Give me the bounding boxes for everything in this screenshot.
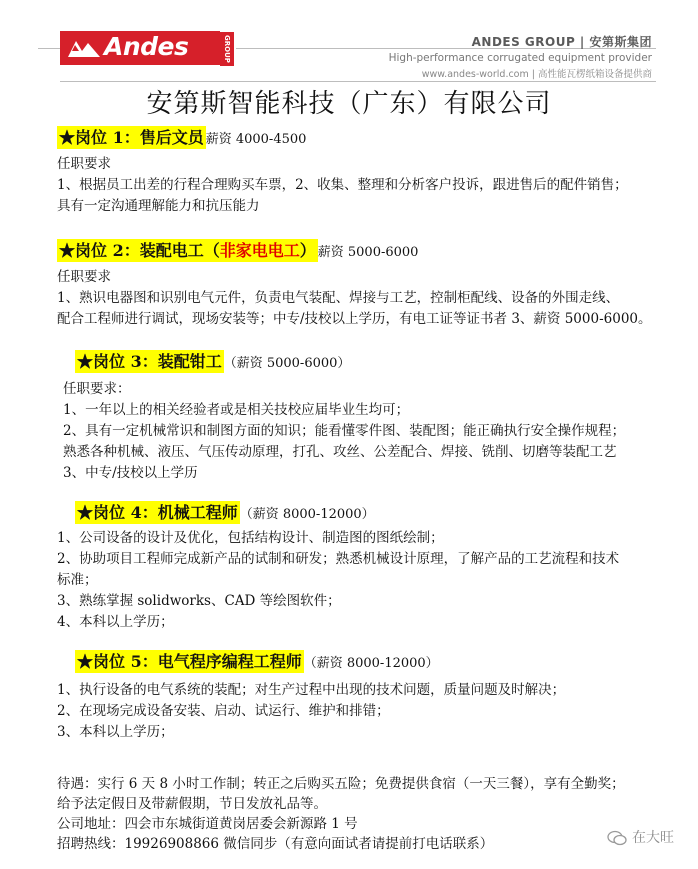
posting-5-salary: （薪资 8000-12000） xyxy=(303,656,439,671)
posting-1-heading xyxy=(57,128,306,150)
watermark xyxy=(607,827,674,847)
brand-website: www.andes-world.com | 高性能瓦楞纸箱设备提供商 xyxy=(421,69,652,80)
posting-3-line: 2、具有一定机械常识和制图方面的知识；能看懂零件图、装配图；能正确执行安全操作规程； xyxy=(63,423,626,439)
logo-text: Andes xyxy=(104,32,189,61)
posting-5-line: 3、本科以上学历； xyxy=(57,724,174,740)
brand-name: ANDES GROUP | 安第斯集团 xyxy=(471,35,652,49)
posting-4-heading xyxy=(75,503,375,525)
posting-2-title xyxy=(57,239,318,262)
posting-1-line: 1、根据员工出差的行程合理购买车票，2、收集、整理和分析客户投诉，跟进售后的配件销售； xyxy=(57,177,628,193)
header-rule-bottom xyxy=(60,81,656,82)
posting-4-salary: （薪资 8000-12000） xyxy=(239,507,375,522)
posting-4-line: 1、公司设备的设计及优化，包括结构设计、制造图的图纸绘制； xyxy=(57,530,444,546)
posting-4-line: 4、本科以上学历； xyxy=(57,614,174,630)
posting-4-title: ★岗位 4：机械工程师 xyxy=(77,503,238,522)
posting-2-title-b: ） xyxy=(299,241,316,260)
posting-5-line: 1、执行设备的电气系统的装配；对生产过程中出现的技术问题，质量问题及时解决； xyxy=(57,682,566,698)
header-rule-left xyxy=(38,48,60,49)
posting-2-line: 配合工程师进行调试，现场安装等；中专/技校以上学历，有电工证等证书者 3、薪资 5000-6000。 xyxy=(57,311,652,327)
footer-benefits-line: 待遇：实行 6 天 8 小时工作制；转正之后购买五险；免费提供食宿（一天三餐），享有全勤奖； xyxy=(57,776,625,792)
footer-address: 公司地址：四会市东城街道黄岗居委会新源路 1 号 xyxy=(57,816,358,832)
posting-2-title-a: ★岗位 2：装配电工（ xyxy=(59,241,220,260)
posting-3-heading xyxy=(75,352,350,374)
posting-2-title-red: 非家电电工 xyxy=(219,241,300,260)
posting-3-line: 任职要求： xyxy=(63,381,131,397)
footer-info xyxy=(57,774,625,854)
posting-5-title: ★岗位 5：电气程序编程工程师 xyxy=(77,652,302,671)
logo-group-label: GROUP xyxy=(220,32,234,66)
page-title: 安第斯智能科技（广东）有限公司 xyxy=(146,89,552,119)
posting-3-line: 熟悉各种机械、液压、气压传动原理，打孔、攻丝、公差配合、焊接、铣削、切磨等装配工艺 xyxy=(63,444,617,460)
posting-4-body xyxy=(57,528,619,633)
brand-tagline: High-performance corrugated equipment provider xyxy=(388,52,652,64)
posting-2-heading xyxy=(57,241,418,263)
posting-1-line: 具有一定沟通理解能力和抗压能力 xyxy=(57,198,260,214)
posting-3-title: ★岗位 3：装配钳工 xyxy=(77,352,222,371)
posting-2-salary: 薪资 5000-6000 xyxy=(317,245,419,260)
andes-logo xyxy=(60,31,220,65)
posting-2-body xyxy=(57,267,652,330)
posting-1-body xyxy=(57,154,628,217)
posting-4-line: 2、协助项目工程师完成新产品的试制和研发；熟悉机械设计原理，了解产品的工艺流程和技术 xyxy=(57,551,620,567)
posting-1-salary: 薪资 4000-4500 xyxy=(205,132,307,147)
footer-hotline: 招聘热线：19926908866 微信同步（有意向面试者请提前打电话联系） xyxy=(57,836,494,852)
posting-2-line: 任职要求 xyxy=(57,269,111,285)
posting-3-line: 1、一年以上的相关经验者或是相关技校应届毕业生均可； xyxy=(63,402,410,418)
posting-5-body xyxy=(57,680,565,743)
posting-4-line: 3、熟练掌握 solidworks、CAD 等绘图软件； xyxy=(57,593,341,609)
posting-2-line: 1、熟识电器图和识别电气元件，负责电气装配、焊接与工艺，控制柜配线、设备的外围走线、 xyxy=(57,290,620,306)
posting-5-heading xyxy=(75,652,439,674)
posting-4-line: 标准； xyxy=(57,572,98,588)
posting-3-body xyxy=(63,379,625,484)
posting-5-line: 2、在现场完成设备安装、启动、试运行、维护和排错； xyxy=(57,703,390,719)
posting-3-salary: （薪资 5000-6000） xyxy=(223,356,351,371)
wechat-icon xyxy=(607,830,627,846)
mountain-logo-icon xyxy=(66,37,102,59)
posting-1-line: 任职要求 xyxy=(57,156,111,172)
footer-benefits-line: 给予法定假日及带薪假期，节日发放礼品等。 xyxy=(57,796,327,812)
posting-1-title: ★岗位 1：售后文员 xyxy=(59,128,204,147)
watermark-text: 在大旺 xyxy=(632,830,674,846)
posting-3-line: 3、中专/技校以上学历 xyxy=(63,465,198,481)
